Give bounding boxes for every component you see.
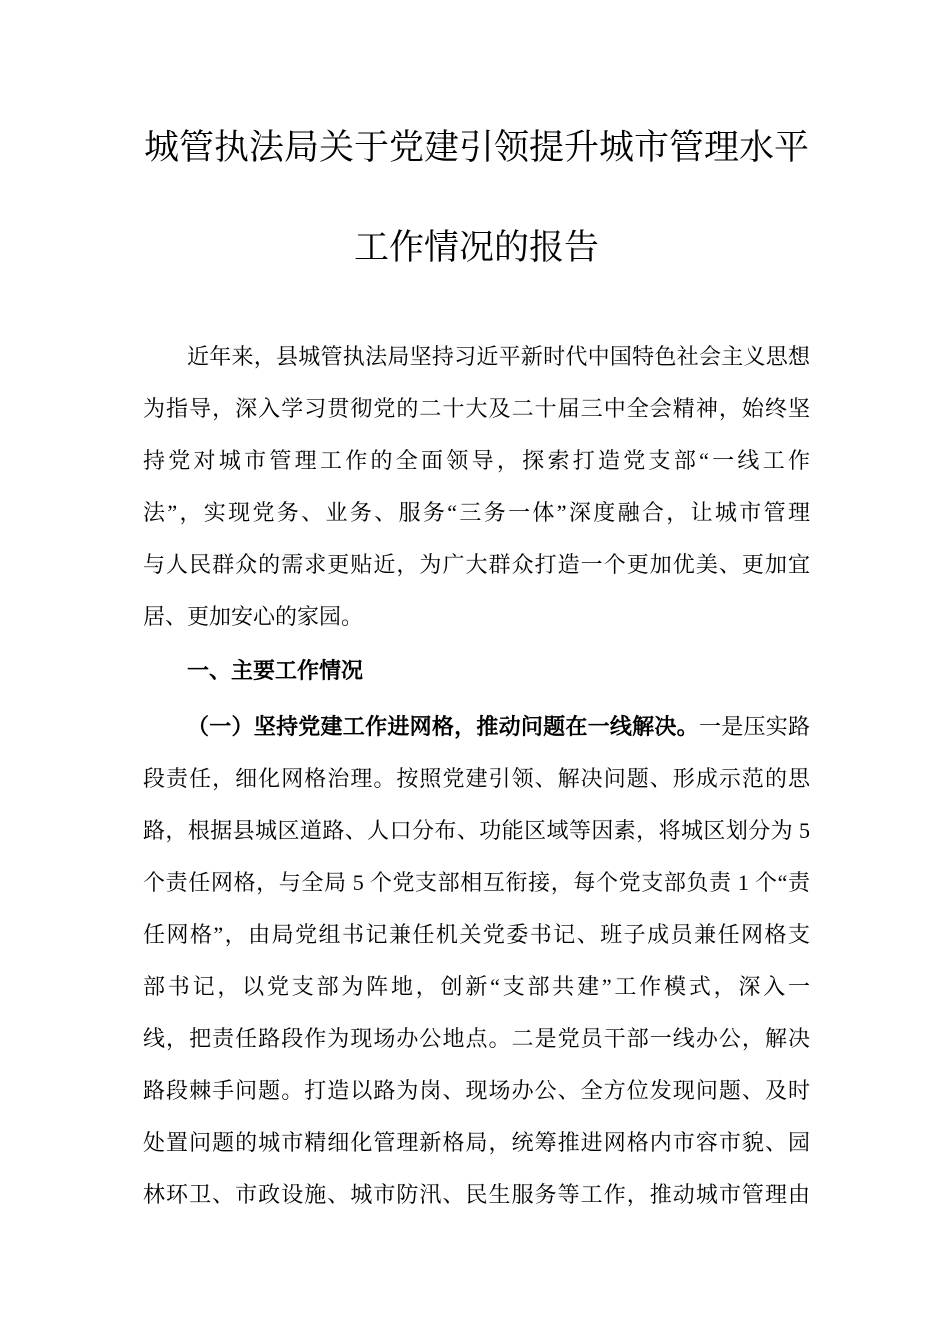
text-line: [143, 909, 810, 961]
text-segment: 近年来，县城管执法局坚持习近平新时代中国特色社会主义思想: [187, 344, 810, 369]
text-line: [143, 645, 810, 697]
text-line: [143, 383, 810, 435]
document-title: [143, 98, 810, 298]
text-segment: 处置问题的城市精细化管理新格局，统筹推进网格内市容市貌、园: [143, 1130, 810, 1155]
text-segment: 林环卫、市政设施、城市防汛、民生服务等工作，推动城市管理由: [143, 1182, 810, 1207]
text-segment: 段责任，细化网格治理。按照党建引领、解决问题、形成示范的思: [143, 766, 810, 791]
text-segment: 任网格”，由局党组书记兼任机关党委书记、班子成员兼任网格支: [143, 922, 810, 947]
bold-text-segment: 一、主要工作情况: [187, 658, 364, 683]
intro-paragraph: [143, 331, 810, 643]
subsection-paragraph: [143, 701, 810, 1221]
text-line: [143, 701, 810, 753]
text-line: [143, 539, 810, 591]
text-segment: 路段棘手问题。打造以路为岗、现场办公、全方位发现问题、及时: [143, 1078, 810, 1103]
text-line: [143, 591, 810, 643]
text-segment: 持党对城市管理工作的全面领导，探索打造党支部“一线工作: [143, 448, 810, 473]
document-title-line-1: 城管执法局关于党建引领提升城市管理水平: [143, 128, 809, 167]
text-line: [143, 1169, 810, 1221]
text-segment: 线，把责任路段作为现场办公地点。二是党员干部一线办公，解决: [143, 1026, 810, 1051]
section-heading: [143, 645, 810, 697]
text-line: [143, 1065, 810, 1117]
text-segment: 为指导，深入学习贯彻党的二十大及二十届三中全会精神，始终坚: [143, 396, 810, 421]
text-segment: 法”，实现党务、业务、服务“三务一体”深度融合，让城市管理: [143, 500, 810, 525]
text-segment: 一是压实路: [698, 714, 810, 739]
text-segment: 与人民群众的需求更贴近，为广大群众打造一个更加优美、更加宜: [143, 552, 810, 577]
text-segment: 路，根据县城区道路、人口分布、功能区域等因素，将城区划分为 5: [143, 818, 810, 843]
text-line: [143, 1117, 810, 1169]
document-body: [143, 331, 810, 1221]
text-line: [143, 331, 810, 383]
text-line: [143, 961, 810, 1013]
text-line: [143, 753, 810, 805]
text-line: [143, 1013, 810, 1065]
text-line: [143, 487, 810, 539]
text-line: [143, 857, 810, 909]
document-title-line-2: 工作情况的报告: [353, 228, 599, 267]
text-line: [143, 435, 810, 487]
text-segment: 居、更加安心的家园。: [143, 604, 364, 629]
bold-text-segment: （一）坚持党建工作进网格，推动问题在一线解决。: [187, 714, 699, 739]
text-line: [143, 805, 810, 857]
text-segment: 部书记，以党支部为阵地，创新“支部共建”工作模式，深入一: [143, 974, 810, 999]
text-segment: 个责任网格，与全局 5 个党支部相互衔接，每个党支部负责 1 个“责: [143, 870, 810, 895]
